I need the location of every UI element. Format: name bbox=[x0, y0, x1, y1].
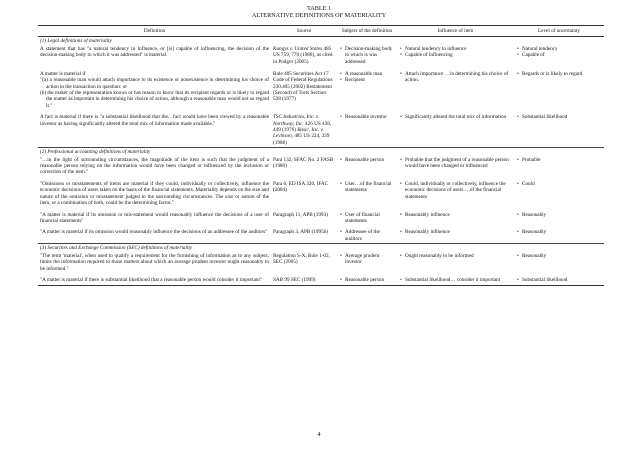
list-item: • Reasonably bbox=[522, 253, 602, 259]
definition-clause-b: (b) the maker of the representation knows or has reason to know that its recipient regards or is likely to regard the matter as important in determining his choice of action, although a reasonable man would not so regard it." bbox=[40, 90, 269, 109]
list-item: • Substantial likelihood bbox=[522, 277, 602, 283]
table-row bbox=[38, 225, 604, 243]
source-cell: Para 6, ED ISA 320, IFAC (2004) bbox=[273, 181, 329, 194]
level-cell bbox=[514, 208, 604, 226]
header-source: Source bbox=[271, 26, 337, 37]
section-title: (3) Securities and Exchange Commission (SEC) definitions of materiality bbox=[38, 244, 604, 252]
section-row-legal bbox=[38, 37, 604, 45]
table-row bbox=[38, 45, 604, 66]
list-item: • Reasonably bbox=[522, 212, 602, 218]
list-item: • User…of the financial statements bbox=[345, 181, 395, 194]
level-cell bbox=[514, 177, 604, 208]
influence-cell bbox=[397, 225, 514, 243]
list-item: • Substantial likelihood bbox=[522, 114, 602, 120]
definition-clause-a: "(a) a reasonable man would attach importance to its existence or nonexistence in determining his choice of action in the transaction in question: or bbox=[40, 77, 269, 90]
table-row bbox=[38, 110, 604, 147]
source-cell: Paragraph 3, APB (1995b) bbox=[273, 229, 329, 236]
list-item: • Significantly altered the total mix of information bbox=[405, 114, 512, 120]
list-item: • Recipient bbox=[345, 77, 395, 83]
definition-cell: "A matter is material if its omission or mis-statement would reasonably influence the decisions of a user of financial statements" bbox=[40, 211, 269, 224]
table-number: TABLE 1 bbox=[306, 5, 332, 12]
section-row-sec bbox=[38, 244, 604, 252]
definition-cell: A statement that has "a natural tendency to influence, or [is] capable of influencing, the decision of the decision-making body to which it was addressed" is material. bbox=[40, 45, 269, 59]
list-item: • Probable that the judgment of a reasonable person would have been changed or influenced bbox=[405, 157, 512, 170]
header-level: Level of uncertainty bbox=[514, 26, 604, 37]
subject-cell bbox=[337, 252, 397, 273]
influence-cell bbox=[397, 252, 514, 273]
list-item: • Decision-making body to which is was addressed bbox=[345, 46, 395, 65]
list-item: • Natural tendency to influence bbox=[405, 46, 512, 52]
list-item: • Ought reasonably to be informed bbox=[405, 253, 512, 259]
list-item: • Substantial likelihood… consider it important bbox=[405, 277, 512, 283]
level-cell bbox=[514, 110, 604, 147]
section-row-professional bbox=[38, 148, 604, 156]
table-row bbox=[38, 208, 604, 226]
level-cell bbox=[514, 273, 604, 285]
table-row bbox=[38, 156, 604, 177]
table-caption bbox=[0, 5, 638, 20]
definition-intro: A matter is material if bbox=[40, 71, 86, 78]
influence-cell bbox=[397, 66, 514, 110]
source-cell bbox=[271, 45, 337, 66]
header-row bbox=[38, 26, 604, 37]
definition-cell: "A matter is material if there is substantial likelihood that a reasonable person would consider it important" bbox=[38, 273, 271, 285]
citation: 426 US 438, 449 (1976) bbox=[273, 120, 332, 134]
definition-cell: "Omissions or misstatements of items are material if they could, individually or collectively, influence the economic decisions of users taken on the basis of the financial statements. Materiality depends on the size and nature of the omission or misstatement judged in the surrounding circumstances. The size or nature of the item, or a combination of both, could be the determining factor." bbox=[40, 181, 269, 207]
definition-cell: A fact is material if there is "a substantial likelihood that the…fact would have been viewed by a reasonable investor as having significantly altered the total mix of information made available." bbox=[40, 114, 269, 127]
case-name: Kungys v. United States bbox=[273, 45, 323, 52]
materiality-table bbox=[38, 25, 604, 286]
case-name: Basic, Inc. v. Levinson, bbox=[273, 127, 324, 140]
list-item: • A reasonable man bbox=[345, 71, 395, 77]
source-cell: SAB 99 SEC (1999) bbox=[271, 273, 337, 285]
subject-cell bbox=[337, 110, 397, 147]
list-item: • Reasonably influence bbox=[405, 229, 512, 235]
table-row bbox=[38, 273, 604, 285]
list-item: • Reasonably influence bbox=[405, 212, 512, 218]
list-item: • Could, individually or collectively, influence the economic decisions of users….of the financial statements bbox=[405, 181, 512, 200]
influence-cell bbox=[397, 156, 514, 177]
list-item: • Addressee of the auditors bbox=[345, 229, 395, 242]
definition-cell: "…in the light of surrounding circumstances, the magnitude of the item is such that the judgment of a reasonable person relying on the information would have been changed or influenced by the inclusion or correction of the item." bbox=[40, 156, 269, 176]
list-item: • Capable of influencing bbox=[405, 52, 512, 58]
list-item: • Attach importance …in determining his choice of action. bbox=[405, 71, 512, 84]
influence-cell bbox=[397, 208, 514, 226]
table-row bbox=[38, 177, 604, 208]
list-item: • Average prudent investor bbox=[345, 253, 395, 266]
level-cell bbox=[514, 252, 604, 273]
list-item: • Reasonably bbox=[522, 229, 602, 235]
level-cell bbox=[514, 45, 604, 66]
subject-cell bbox=[337, 225, 397, 243]
subject-cell bbox=[337, 208, 397, 226]
page-number: 4 bbox=[317, 431, 321, 438]
case-name: TSC Industries, Inc. v. Northway, Inc. bbox=[273, 114, 320, 127]
influence-cell bbox=[397, 45, 514, 66]
influence-cell bbox=[397, 177, 514, 208]
section-title: (2) Professional accounting definitions of materiality bbox=[38, 148, 604, 156]
list-item: • Regards or is likely to regard bbox=[522, 71, 602, 77]
subject-cell bbox=[337, 273, 397, 285]
list-item: • Probable bbox=[522, 157, 602, 163]
table-row bbox=[38, 252, 604, 273]
header-definition: Definition bbox=[38, 26, 271, 37]
influence-cell bbox=[397, 110, 514, 147]
definition-cell bbox=[38, 66, 271, 110]
list-item: • Natural tendency bbox=[522, 46, 602, 52]
source-cell: Regulation S-X, Rule 1-02, SEC (2005) bbox=[273, 252, 330, 266]
subject-cell bbox=[337, 66, 397, 110]
level-cell bbox=[514, 156, 604, 177]
header-subject: Subject of the definition bbox=[337, 26, 397, 37]
subject-cell bbox=[337, 177, 397, 208]
influence-cell bbox=[397, 273, 514, 285]
list-item: • Could bbox=[522, 181, 602, 187]
level-cell bbox=[514, 66, 604, 110]
source-cell: Rule 405 Securities Act 17 Code of Federal Regulations 230.405 (2002) Restatement (Second) of Torts Section 538 (1977) bbox=[273, 71, 333, 103]
subject-cell bbox=[337, 156, 397, 177]
list-item: • Reasonable investor bbox=[345, 114, 395, 120]
source-cell bbox=[271, 110, 337, 147]
list-item: • Reasonable person bbox=[345, 157, 395, 163]
definition-cell: "A matter is material if its omission would reasonably influence the decisions of an addressee of the auditors" bbox=[40, 229, 268, 236]
source-cell: Paragraph 11, APB (1993) bbox=[273, 211, 328, 218]
definition-cell: "The term 'material', when used to qualify a requirement for the furnishing of information as to any subject, limits the information required to those matters about which an average prudent investor ought reasonably to be informed." bbox=[40, 252, 269, 272]
source-cell: Para 132, SFAC No. 2 FASB (1980) bbox=[273, 156, 334, 170]
section-title: (1) Legal definitions of materiality bbox=[38, 37, 604, 45]
subject-cell bbox=[337, 45, 397, 66]
list-item: • Reasonable person bbox=[345, 277, 395, 283]
citation: 485 US 224, 239 (1988) bbox=[273, 133, 330, 146]
table-title: ALTERNATIVE DEFINITIONS OF MATERIALITY bbox=[251, 12, 387, 20]
list-item: • User of financial statements bbox=[345, 212, 395, 225]
level-cell bbox=[514, 225, 604, 243]
header-influence: Influence of item bbox=[397, 26, 514, 37]
list-item: • Capable of bbox=[522, 52, 602, 58]
citation: 485 US 759, 770 (1988), as cited in Podgor (2005) bbox=[273, 45, 333, 65]
table-row bbox=[38, 66, 604, 110]
